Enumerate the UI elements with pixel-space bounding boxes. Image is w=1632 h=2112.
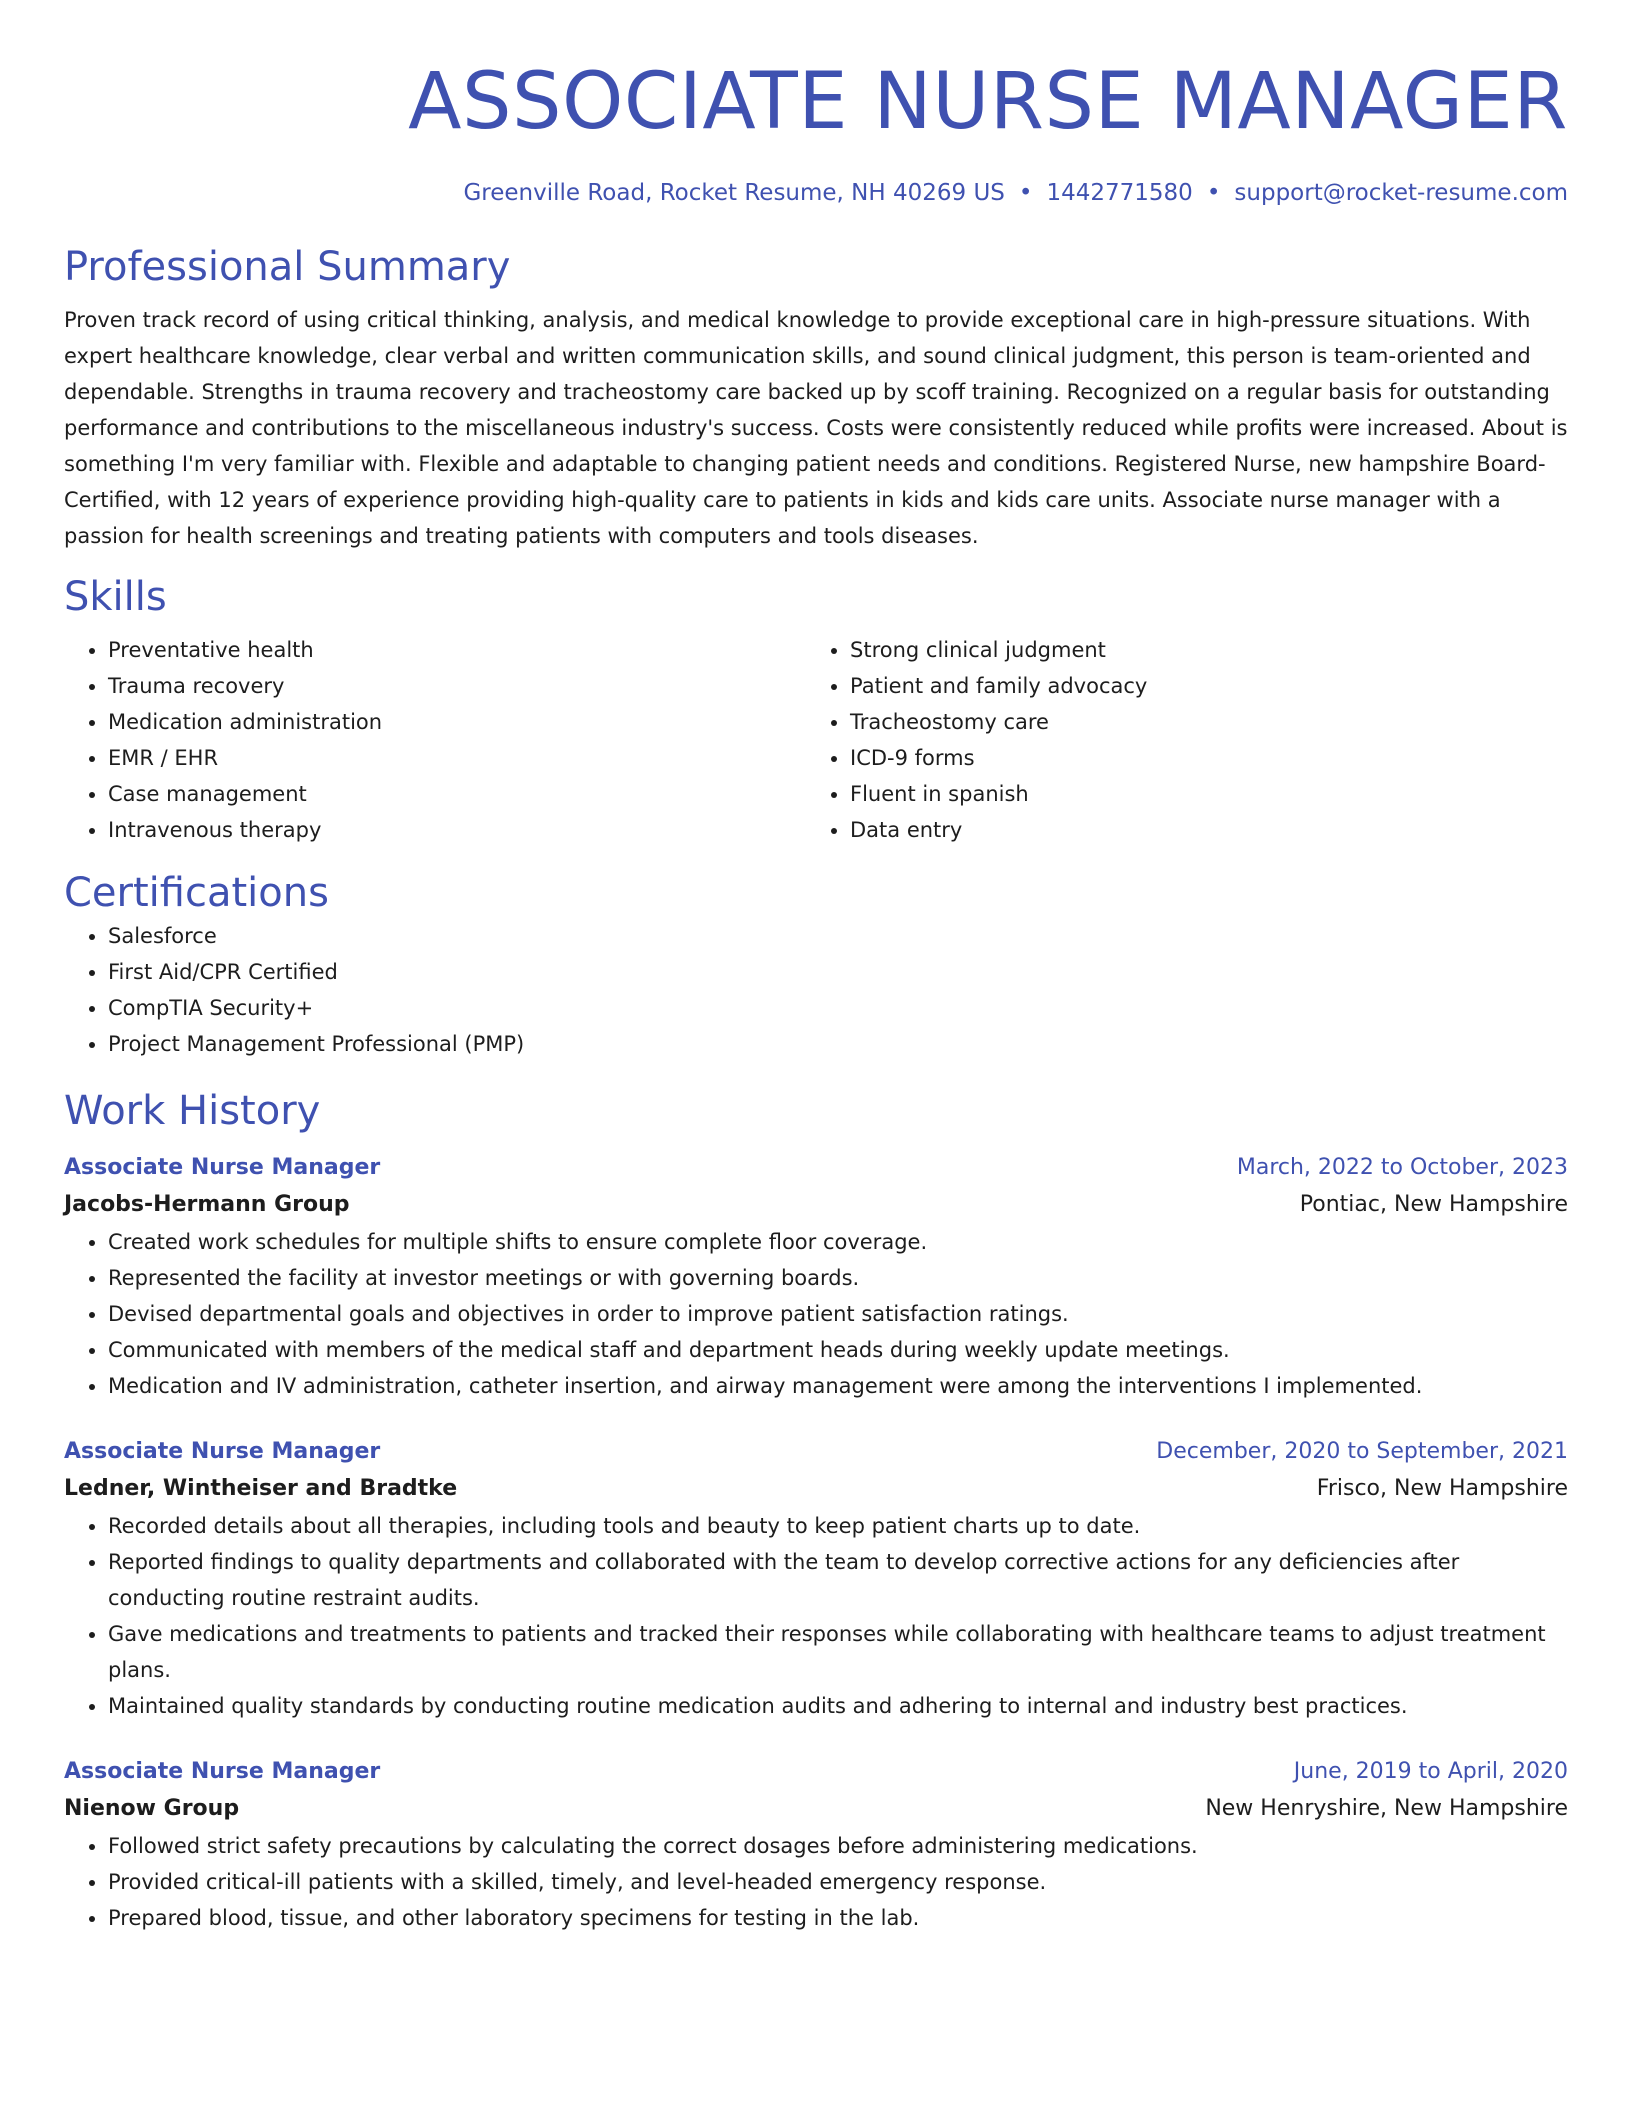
job-duties-list <box>64 1508 1568 1724</box>
contact-phone: 1442771580 <box>1046 180 1193 206</box>
job-entry <box>64 1434 1568 1724</box>
job-duty-item: • Gave medications and treatments to patients and tracked their responses while collaborating with healthcare teams to adjust treatment plans. <box>108 1616 1568 1688</box>
candidate-name: ASSOCIATE NURSE MANAGER <box>408 57 1568 147</box>
certifications-section <box>64 868 1568 1062</box>
job-company-row <box>64 1790 1568 1828</box>
job-dates: June, 2019 to April, 2020 <box>1293 1759 1568 1784</box>
resume-page <box>64 0 1568 1936</box>
skill-item: • Case management <box>108 776 806 812</box>
job-duties-list <box>64 1828 1568 1936</box>
contact-email: support@rocket-resume.com <box>1234 180 1568 206</box>
job-location: Frisco, New Hampshire <box>1316 1476 1568 1501</box>
contact-line <box>64 178 1568 208</box>
job-header-row <box>64 1150 1568 1186</box>
skills-list-right <box>806 632 1548 848</box>
skill-item: • Preventative health <box>108 632 806 668</box>
certification-item: • Project Management Professional (PMP) <box>108 1026 1568 1062</box>
job-dates: December, 2020 to September, 2021 <box>1156 1439 1568 1464</box>
certification-item: • Salesforce <box>108 918 1568 954</box>
job-company-row <box>64 1470 1568 1508</box>
skill-item: • Data entry <box>850 812 1548 848</box>
skill-item: • Patient and family advocacy <box>850 668 1548 704</box>
contact-address: Greenville Road, Rocket Resume, NH 40269 US <box>463 180 1005 206</box>
section-title-certifications: Certifications <box>64 870 329 916</box>
job-company-row <box>64 1186 1568 1224</box>
contact-separator: • <box>1018 180 1033 206</box>
job-company: Nienow Group <box>64 1796 240 1821</box>
skills-section <box>64 572 1568 848</box>
job-title: Associate Nurse Manager <box>64 1155 381 1180</box>
skills-columns <box>64 632 1568 848</box>
section-title-summary: Professional Summary <box>64 244 511 290</box>
skills-column-right <box>806 632 1548 848</box>
job-duty-item: • Communicated with members of the medical staff and department heads during weekly update meetings. <box>108 1332 1568 1368</box>
skill-item: • Trauma recovery <box>108 668 806 704</box>
job-location: Pontiac, New Hampshire <box>1299 1192 1568 1217</box>
skill-item: • Medication administration <box>108 704 806 740</box>
resume-header <box>64 0 1568 208</box>
job-duty-item: • Prepared blood, tissue, and other laboratory specimens for testing in the lab. <box>108 1900 1568 1936</box>
job-entry <box>64 1150 1568 1404</box>
job-location: New Henryshire, New Hampshire <box>1205 1796 1568 1821</box>
skills-column-left <box>64 632 806 848</box>
job-duty-item: • Followed strict safety precautions by calculating the correct dosages before administering medications. <box>108 1828 1568 1864</box>
skill-item: • Fluent in spanish <box>850 776 1548 812</box>
skills-list-left <box>64 632 806 848</box>
job-duty-item: • Created work schedules for multiple shifts to ensure complete floor coverage. <box>108 1224 1568 1260</box>
job-title: Associate Nurse Manager <box>64 1759 381 1784</box>
professional-summary-section <box>64 242 1568 554</box>
job-duty-item: • Devised departmental goals and objectives in order to improve patient satisfaction ratings. <box>108 1296 1568 1332</box>
job-company: Jacobs-Hermann Group <box>64 1192 350 1217</box>
job-duties-list <box>64 1224 1568 1404</box>
job-entry <box>64 1754 1568 1936</box>
job-duty-item: • Provided critical-ill patients with a skilled, timely, and level-headed emergency response. <box>108 1864 1568 1900</box>
skill-item: • Strong clinical judgment <box>850 632 1548 668</box>
job-header-row <box>64 1754 1568 1790</box>
skill-item: • ICD-9 forms <box>850 740 1548 776</box>
job-duty-item: • Represented the facility at investor meetings or with governing boards. <box>108 1260 1568 1296</box>
job-duty-item: • Medication and IV administration, catheter insertion, and airway management were among the interventions I implemented. <box>108 1368 1568 1404</box>
work-history-section <box>64 1086 1568 1936</box>
summary-text: Proven track record of using critical thinking, analysis, and medical knowledge to provide exceptional care in high-pressure situations. With expert healthcare knowledge, clear verbal and written communication skills, and sound clinical judgment, this person is team-oriented and dependable. Strengths in trauma recovery and tracheostomy care backed up by scoff training. Recognized on a regular basis for outstanding performance and contributions to the miscellaneous industry's success. Costs were consistently reduced while profits were increased. About is something I'm very familiar with. Flexible and adaptable to changing patient needs and conditions. Registered Nurse, new hampshire Board-Certified, with 12 years of experience providing high-quality care to patients in kids and kids care units. Associate nurse manager with a passion for health screenings and treating patients with computers and tools diseases. <box>64 308 1568 548</box>
job-duty-item: • Recorded details about all therapies, including tools and beauty to keep patient charts up to date. <box>108 1508 1568 1544</box>
section-title-skills: Skills <box>64 574 167 620</box>
job-dates: March, 2022 to October, 2023 <box>1236 1155 1568 1180</box>
job-header-row <box>64 1434 1568 1470</box>
skill-item: • Tracheostomy care <box>850 704 1548 740</box>
section-title-work-history: Work History <box>64 1088 321 1134</box>
job-duty-item: • Reported findings to quality departments and collaborated with the team to develop corrective actions for any deficiencies after conducting routine restraint audits. <box>108 1544 1568 1616</box>
contact-separator: • <box>1206 180 1221 206</box>
job-duty-item: • Maintained quality standards by conducting routine medication audits and adhering to internal and industry best practices. <box>108 1688 1568 1724</box>
job-title: Associate Nurse Manager <box>64 1439 381 1464</box>
certification-item: • CompTIA Security+ <box>108 990 1568 1026</box>
skill-item: • Intravenous therapy <box>108 812 806 848</box>
skill-item: • EMR / EHR <box>108 740 806 776</box>
job-company: Ledner, Wintheiser and Bradtke <box>64 1476 458 1501</box>
certification-item: • First Aid/CPR Certified <box>108 954 1568 990</box>
certifications-list <box>64 918 1568 1062</box>
